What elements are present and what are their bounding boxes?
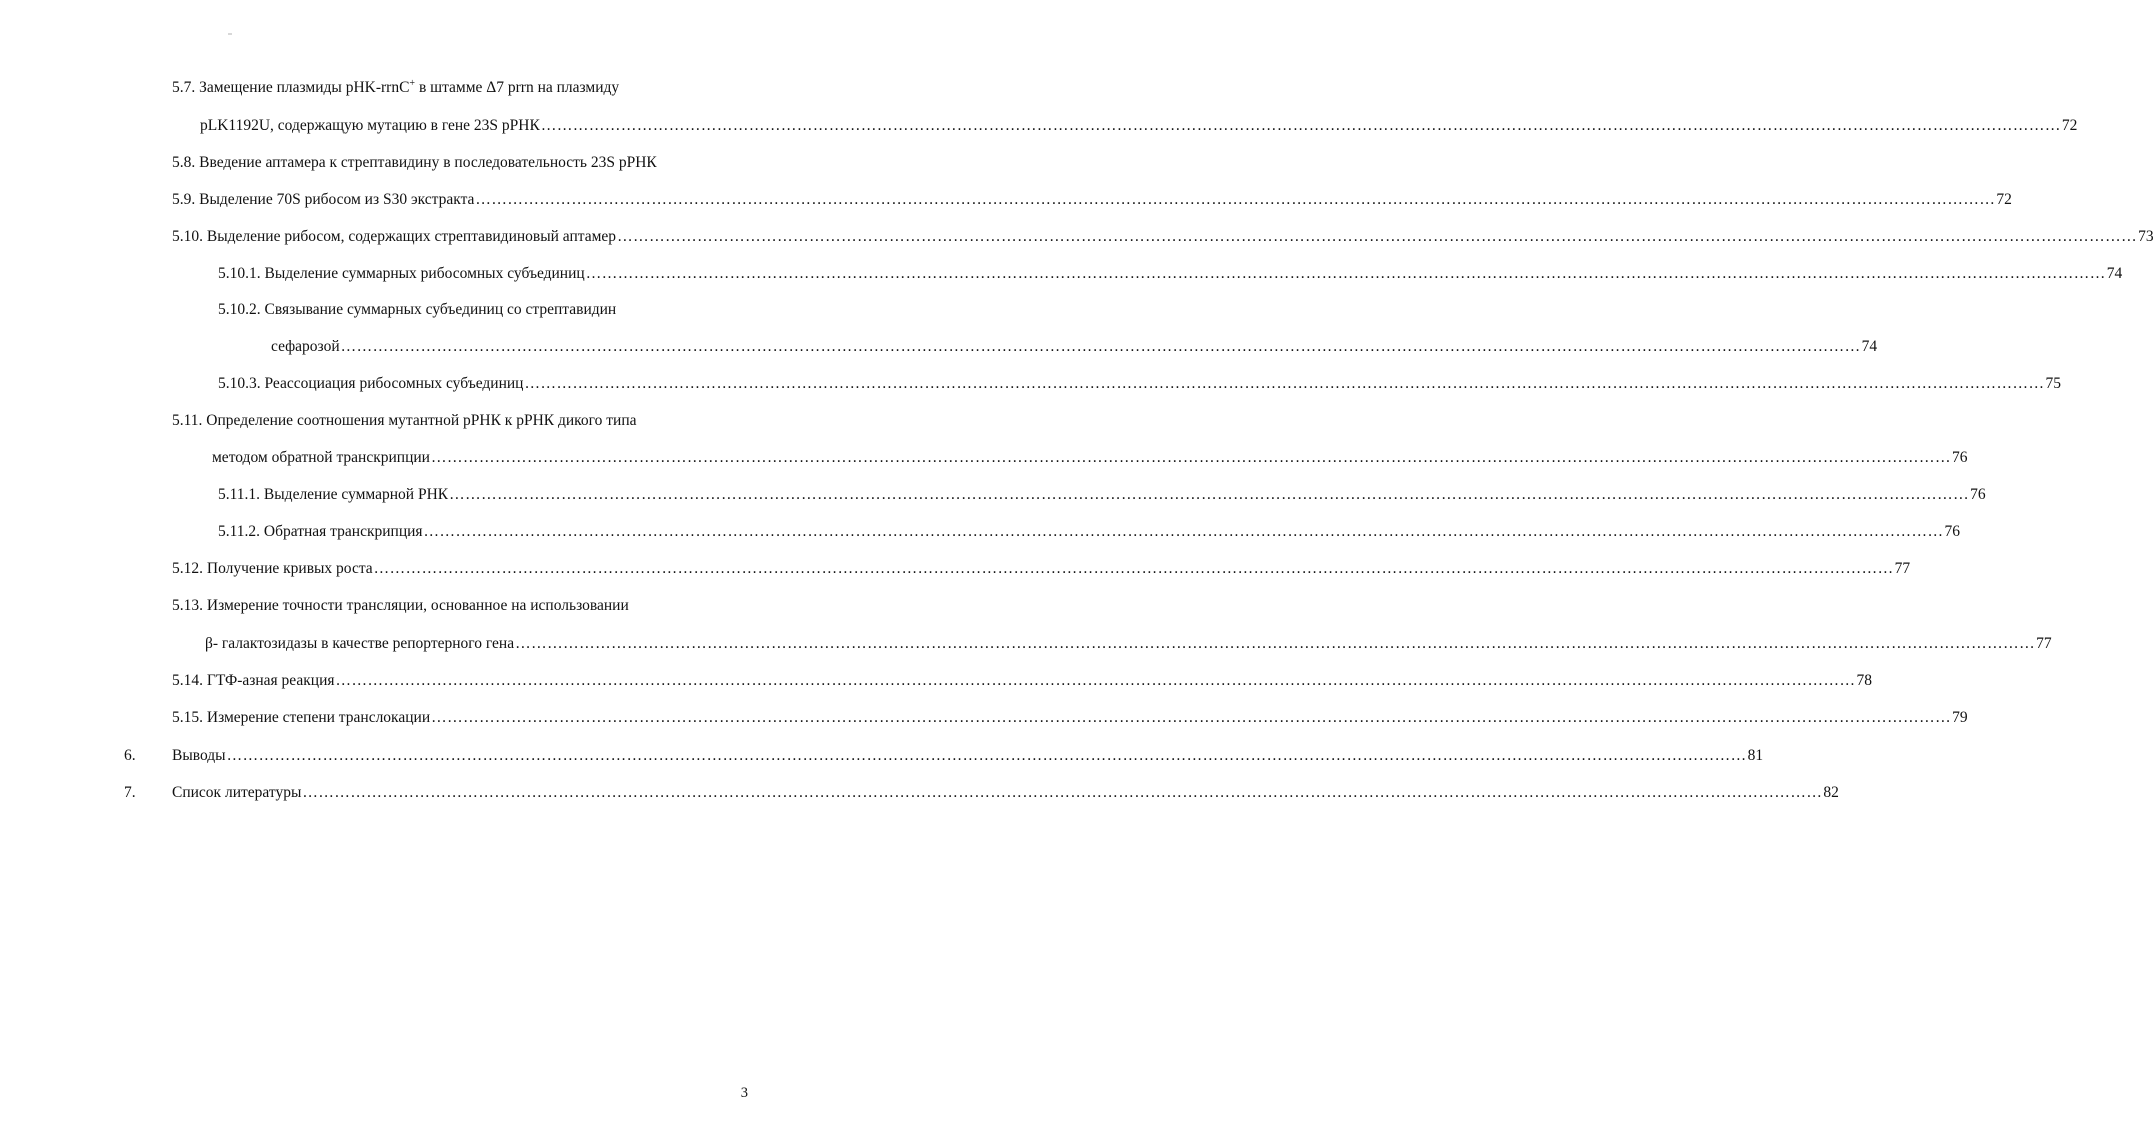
toc-entry-text: методом обратной транскрипции	[212, 449, 430, 466]
toc-entry-5-10-1	[218, 264, 2123, 284]
toc-entry-5-11-line2	[212, 448, 1968, 468]
toc-page-number: 72	[1996, 191, 2012, 208]
toc-entry-text: β- галактозидазы в качестве репортерного гена	[205, 635, 515, 652]
dot-leader: ……………………………………………………………………………………………………………………………………………………………………………………………………………………………………………………………	[430, 449, 1951, 466]
toc-entry-5-11-1	[218, 485, 1986, 505]
toc-entry-5-14	[172, 671, 1873, 691]
toc-entry-text: Выводы	[172, 747, 226, 764]
toc-entry-text: 5.10.2. Связывание суммарных субъединиц со стрептавидин	[218, 301, 617, 318]
toc-page-number: 74	[1861, 338, 1878, 355]
toc-entry-text: 5.14. ГТФ-азная реакция	[172, 672, 335, 689]
toc-entry-text: 5.7. Замещение плазмиды pHK-rrnC	[172, 79, 410, 96]
toc-page-number: 76	[1970, 486, 1986, 503]
toc-entry-5-10-2-line2	[271, 337, 1878, 357]
dot-leader: ……………………………………………………………………………………………………………………………………………………………………………………………………………………………………………………………	[302, 784, 1823, 801]
toc-entry-text: 5.13. Измерение точности трансляции, основанное на использовании	[172, 597, 629, 614]
toc-page-number: 78	[1856, 672, 1873, 689]
dot-leader: ……………………………………………………………………………………………………………………………………………………………………………………………………………………………………………………………	[226, 747, 1747, 764]
dot-leader: ……………………………………………………………………………………………………………………………………………………………………………………………………………………………………………………………	[475, 191, 1996, 208]
toc-entry-5-10-2-line1	[218, 300, 616, 320]
toc-entry-text: 5.10. Выделение рибосом, содержащих стрептавидиновый аптамер	[172, 228, 617, 245]
toc-entry-5-10-3	[218, 374, 2061, 394]
toc-page-number: 79	[1952, 709, 1968, 726]
toc-entry-text: 5.9. Выделение 70S рибосом из S30 экстракта	[172, 191, 475, 208]
toc-entry-5-7-line2	[200, 116, 2078, 136]
toc-page-number: 76	[1944, 523, 1961, 540]
toc-entry-text: 5.11.1. Выделение суммарной РНК	[218, 486, 449, 503]
toc-entry-5-13-line2	[205, 634, 2052, 654]
dot-leader: ……………………………………………………………………………………………………………………………………………………………………………………………………………………………………………………………	[340, 338, 1861, 355]
toc-entry-5-13-line1	[172, 596, 629, 616]
dot-leader: ……………………………………………………………………………………………………………………………………………………………………………………………………………………………………………………………	[449, 486, 1970, 503]
chapter-number: 6.	[124, 747, 136, 764]
toc-entry-6	[172, 746, 1764, 766]
toc-entry-5-9	[172, 190, 2012, 210]
toc-page-number: 81	[1747, 747, 1764, 764]
scan-speck	[228, 33, 232, 35]
dot-leader: ……………………………………………………………………………………………………………………………………………………………………………………………………………………………………………………………	[515, 635, 2036, 652]
superscript-plus: +	[409, 78, 416, 89]
toc-entry-7	[172, 783, 1839, 803]
toc-page-number: 77	[1894, 560, 1911, 577]
toc-page-number: 72	[2061, 117, 2078, 134]
page-number: 3	[740, 1085, 748, 1101]
toc-entry-5-11-2	[218, 522, 1961, 542]
toc-entry-text: 5.8. Введение аптамера к стрептавидину в последовательность 23S рРНК	[172, 154, 657, 171]
toc-page-number: 74	[2106, 265, 2123, 282]
dot-leader: ……………………………………………………………………………………………………………………………………………………………………………………………………………………………………………………………	[335, 672, 1856, 689]
toc-page-number: 73	[2138, 228, 2154, 245]
toc-entry-5-15	[172, 708, 1968, 728]
toc-entry-5-11-line1	[172, 411, 637, 431]
toc-entry-text: сефарозой	[271, 338, 340, 355]
toc-entry-text: 5.11. Определение соотношения мутантной рРНК к рРНК дикого типа	[172, 412, 637, 429]
toc-entry-text: Список литературы	[172, 784, 302, 801]
toc-entry-text: 5.15. Измерение степени транслокации	[172, 709, 431, 726]
toc-entry-5-10	[172, 227, 2154, 247]
toc-page-number: 77	[2036, 635, 2052, 652]
dot-leader: ……………………………………………………………………………………………………………………………………………………………………………………………………………………………………………………………	[423, 523, 1944, 540]
dot-leader: ……………………………………………………………………………………………………………………………………………………………………………………………………………………………………………………………	[617, 228, 2138, 245]
toc-page-number: 82	[1823, 784, 1839, 801]
toc-entry-5-8	[172, 153, 657, 173]
toc-entry-text: 5.10.3. Реассоциация рибосомных субъединиц	[218, 375, 524, 392]
toc-entry-text: в штамме Δ7 prrn на плазмиду	[415, 79, 620, 96]
toc-entry-text: 5.11.2. Обратная транскрипция	[218, 523, 423, 540]
chapter-number: 7.	[124, 784, 136, 801]
toc-entry-5-12	[172, 559, 1911, 579]
dot-leader: ……………………………………………………………………………………………………………………………………………………………………………………………………………………………………………………………	[373, 560, 1894, 577]
dot-leader: ……………………………………………………………………………………………………………………………………………………………………………………………………………………………………………………………	[540, 117, 2061, 134]
toc-entry-text: 5.10.1. Выделение суммарных рибосомных субъединиц	[218, 265, 585, 282]
toc-entry-text: pLK1192U, содержащую мутацию в гене 23S рРНК	[200, 117, 540, 134]
toc-entry-text: 5.12. Получение кривых роста	[172, 560, 373, 577]
toc-entry-5-7-line1	[172, 78, 619, 98]
dot-leader: ……………………………………………………………………………………………………………………………………………………………………………………………………………………………………………………………	[585, 265, 2106, 282]
toc-page-number: 76	[1951, 449, 1968, 466]
dot-leader: ……………………………………………………………………………………………………………………………………………………………………………………………………………………………………………………………	[524, 375, 2045, 392]
toc-page-number: 75	[2045, 375, 2061, 392]
dot-leader: ……………………………………………………………………………………………………………………………………………………………………………………………………………………………………………………………	[431, 709, 1952, 726]
